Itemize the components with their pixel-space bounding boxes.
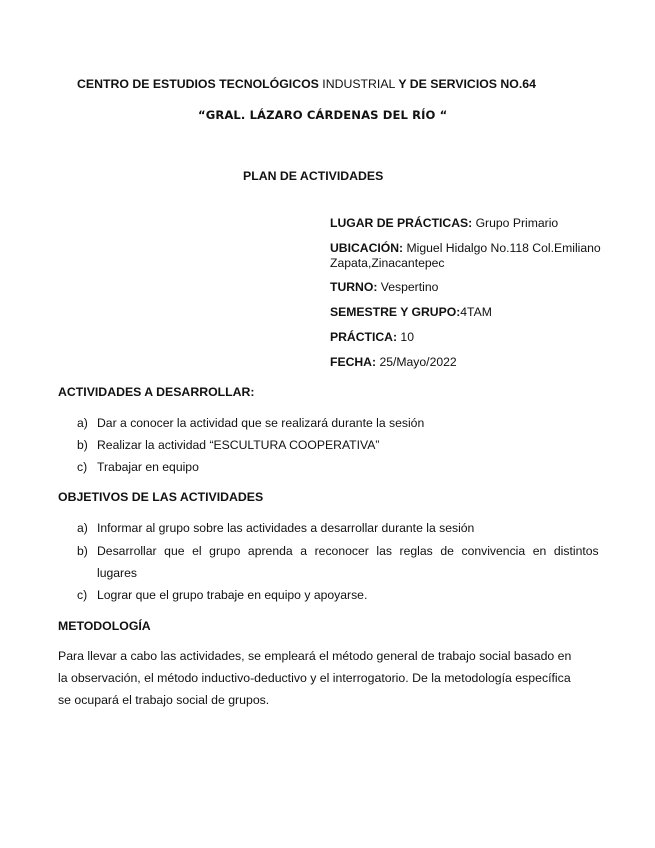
page-title: PLAN DE ACTIVIDADES — [243, 169, 384, 183]
info-ubicacion-value: Miguel Hidalgo No.118 Col.Emiliano Zapata,Zinacantepec — [330, 241, 601, 270]
list-item-text: Dar a conocer la actividad que se realizará durante la sesión — [97, 416, 425, 430]
list-marker: a) — [77, 521, 88, 535]
list-marker: c) — [77, 588, 88, 602]
school-subtitle: “GRAL. LÁZARO CÁRDENAS DEL RÍO “ — [198, 108, 448, 122]
info-ubicacion — [330, 241, 630, 271]
objetivos-heading: OBJETIVOS DE LAS ACTIVIDADES — [58, 490, 264, 504]
metodologia-paragraph — [58, 645, 618, 711]
info-semestre — [330, 305, 492, 320]
list-item-text: Lograr que el grupo trabaje en equipo y apoyarse. — [97, 588, 368, 602]
info-ubicacion-label: UBICACIÓN: — [330, 241, 404, 255]
info-turno — [330, 280, 438, 295]
school-name-part2: INDUSTRIAL — [322, 77, 395, 91]
school-name — [77, 77, 536, 91]
info-semestre-value: 4TAM — [460, 305, 492, 319]
info-lugar-label: LUGAR DE PRÁCTICAS: — [330, 216, 473, 230]
school-name-part3: Y DE SERVICIOS NO.64 — [398, 77, 536, 91]
school-name-part1: CENTRO DE ESTUDIOS TECNOLÓGICOS — [77, 77, 319, 91]
list-item-continuation: lugares — [97, 566, 137, 580]
list-item-text: Desarrollar que el grupo aprenda a reconocer las reglas de convivencia en distintos — [97, 544, 599, 558]
paragraph-line: la observación, el método inductivo-deductivo y el interrogatorio. De la metodología específica — [58, 671, 571, 685]
info-practica — [330, 330, 414, 345]
info-semestre-label: SEMESTRE Y GRUPO: — [330, 305, 461, 319]
list-item-text: Trabajar en equipo — [97, 460, 199, 474]
info-practica-label: PRÁCTICA: — [330, 330, 398, 344]
paragraph-line: Para llevar a cabo las actividades, se empleará el método general de trabajo social basado en — [58, 649, 572, 663]
metodologia-heading: METODOLOGÍA — [58, 619, 151, 633]
actividades-heading: ACTIVIDADES A DESARROLLAR: — [58, 385, 255, 399]
info-fecha-value: 25/Mayo/2022 — [379, 355, 457, 369]
info-turno-value: Vespertino — [380, 280, 439, 294]
info-fecha-label: FECHA: — [330, 355, 377, 369]
list-item-text: Realizar la actividad “ESCULTURA COOPERATIVA” — [97, 438, 380, 452]
info-lugar-value: Grupo Primario — [475, 216, 559, 230]
paragraph-line: se ocupará el trabajo social de grupos. — [58, 693, 270, 707]
list-marker: c) — [77, 460, 88, 474]
list-marker: a) — [77, 416, 88, 430]
info-turno-label: TURNO: — [330, 280, 378, 294]
info-fecha — [330, 355, 457, 370]
list-marker: b) — [77, 544, 88, 558]
info-lugar — [330, 216, 558, 231]
list-item-text: Informar al grupo sobre las actividades a desarrollar durante la sesión — [97, 521, 475, 535]
list-marker: b) — [77, 438, 88, 452]
info-practica-value: 10 — [400, 330, 414, 344]
